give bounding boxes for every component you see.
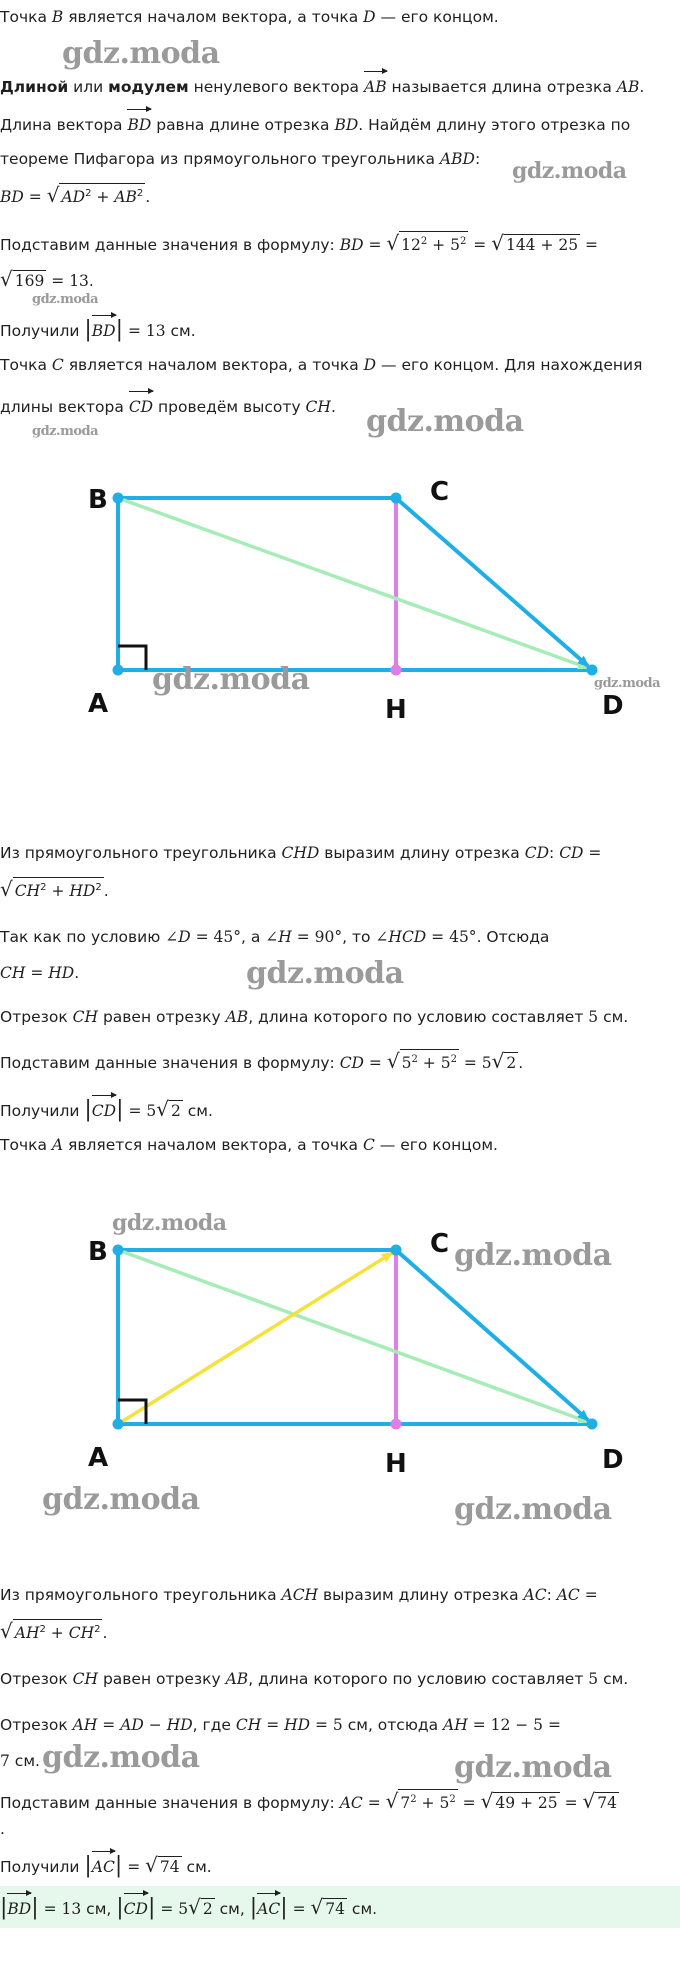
vertex-label-h: H (385, 1449, 407, 1479)
vertex-label-a: A (88, 1443, 109, 1473)
text-line: Точка C является началом вектора, а точка D — его концом. Для нахождения (0, 356, 643, 374)
text-line: Так как по условию ∠D = 45°, а ∠H = 90°, то ∠HCD = 45°. Отсюда (0, 928, 550, 946)
text-line: Получили |BD| = 13 см. (0, 312, 672, 347)
text-line: Подставим данные значения в формулу: AC = √ $7^2 + 5^2$ = √ 49 + 25 = √ 74 (0, 1789, 617, 1813)
text-line: Отрезок CH равен отрезку AB, длина которого по условию составляет 5 см. (0, 1670, 629, 1688)
text-line: Получили |CD| = 5√ 2 см. (0, 1092, 672, 1127)
text-line: 7 см. (0, 1752, 40, 1770)
vertex-label-c: C (430, 1229, 450, 1259)
text-line: Подставим данные значения в формулу: BD = √ $12^2 + 5^2$ = √ 144 + 25 = (0, 231, 599, 255)
text-line: √ $AH^2 + CH^2$ . (0, 1619, 108, 1643)
text-line: Длиной или модулем ненулевого вектора AB называется длина отрезка AB. (0, 68, 672, 103)
watermark: gdz.moda (594, 676, 661, 691)
text-line: Получили |AC| = √ 74 см. (0, 1848, 672, 1883)
watermark: gdz.moda (42, 1482, 200, 1517)
text-line: Из прямоугольного треугольника ACH выразим длину отрезка AC: AC = (0, 1586, 598, 1604)
text-line: Точка A является началом вектора, а точка C — его концом. (0, 1136, 498, 1154)
watermark: gdz.moda (32, 424, 99, 439)
watermark: gdz.moda (112, 1210, 227, 1236)
text-line: √ 169 = 13. (0, 267, 94, 291)
watermark: gdz.moda (42, 1740, 200, 1775)
text-line: теореме Пифагора из прямоугольного треугольника ABD: (0, 150, 481, 168)
vertex-label-b: B (88, 485, 108, 515)
watermark: gdz.moda (366, 404, 524, 439)
text-line: Точка B является началом вектора, а точка D — его концом. (0, 8, 499, 26)
watermark: gdz.moda (246, 956, 404, 991)
watermark: gdz.moda (454, 1238, 612, 1273)
text-line: √ $CH^2 + HD^2$ . (0, 877, 109, 901)
text-line: BD = √ $AD^2 + AB^2$ . (0, 183, 151, 207)
text-line: Отрезок CH равен отрезку AB, длина которого по условию составляет 5 см. (0, 1008, 629, 1026)
watermark: gdz.moda (512, 158, 627, 184)
vertex-label-b: B (88, 1237, 108, 1267)
text-line: CH = HD. (0, 964, 80, 982)
text-line: Из прямоугольного треугольника CHD выразим длину отрезка CD: CD = (0, 844, 602, 862)
watermark: gdz.moda (454, 1750, 612, 1785)
text-line: Подставим данные значения в формулу: CD = √ $5^2 + 5^2 = 5√$ 2 . (0, 1049, 524, 1073)
vertex-label-a: A (88, 689, 109, 719)
vertex-label-h: H (385, 695, 407, 725)
vertex-label-c: C (430, 477, 450, 507)
text-line: . (0, 1820, 5, 1838)
text-line: Длина вектора BD равна длине отрезка BD. Найдём длину этого отрезка по (0, 106, 672, 141)
watermark: gdz.moda (152, 662, 310, 697)
watermark: gdz.moda (62, 36, 220, 71)
watermark: gdz.moda (454, 1492, 612, 1527)
text-line: Отрезок AH = AD − HD, где CH = HD = 5 см, отсюда AH = 12 − 5 = (0, 1716, 561, 1734)
watermark: gdz.moda (32, 292, 99, 307)
text-line: длины вектора CD проведём высоту CH. (0, 388, 672, 423)
answer-box: |BD| = 13 см, |CD| = 5√ 2 см, |AC| = √ 74 см. (0, 1886, 680, 1928)
vertex-label-d: D (602, 691, 624, 721)
vertex-label-d: D (602, 1445, 624, 1475)
trapezoid-figure-1 (0, 470, 680, 740)
